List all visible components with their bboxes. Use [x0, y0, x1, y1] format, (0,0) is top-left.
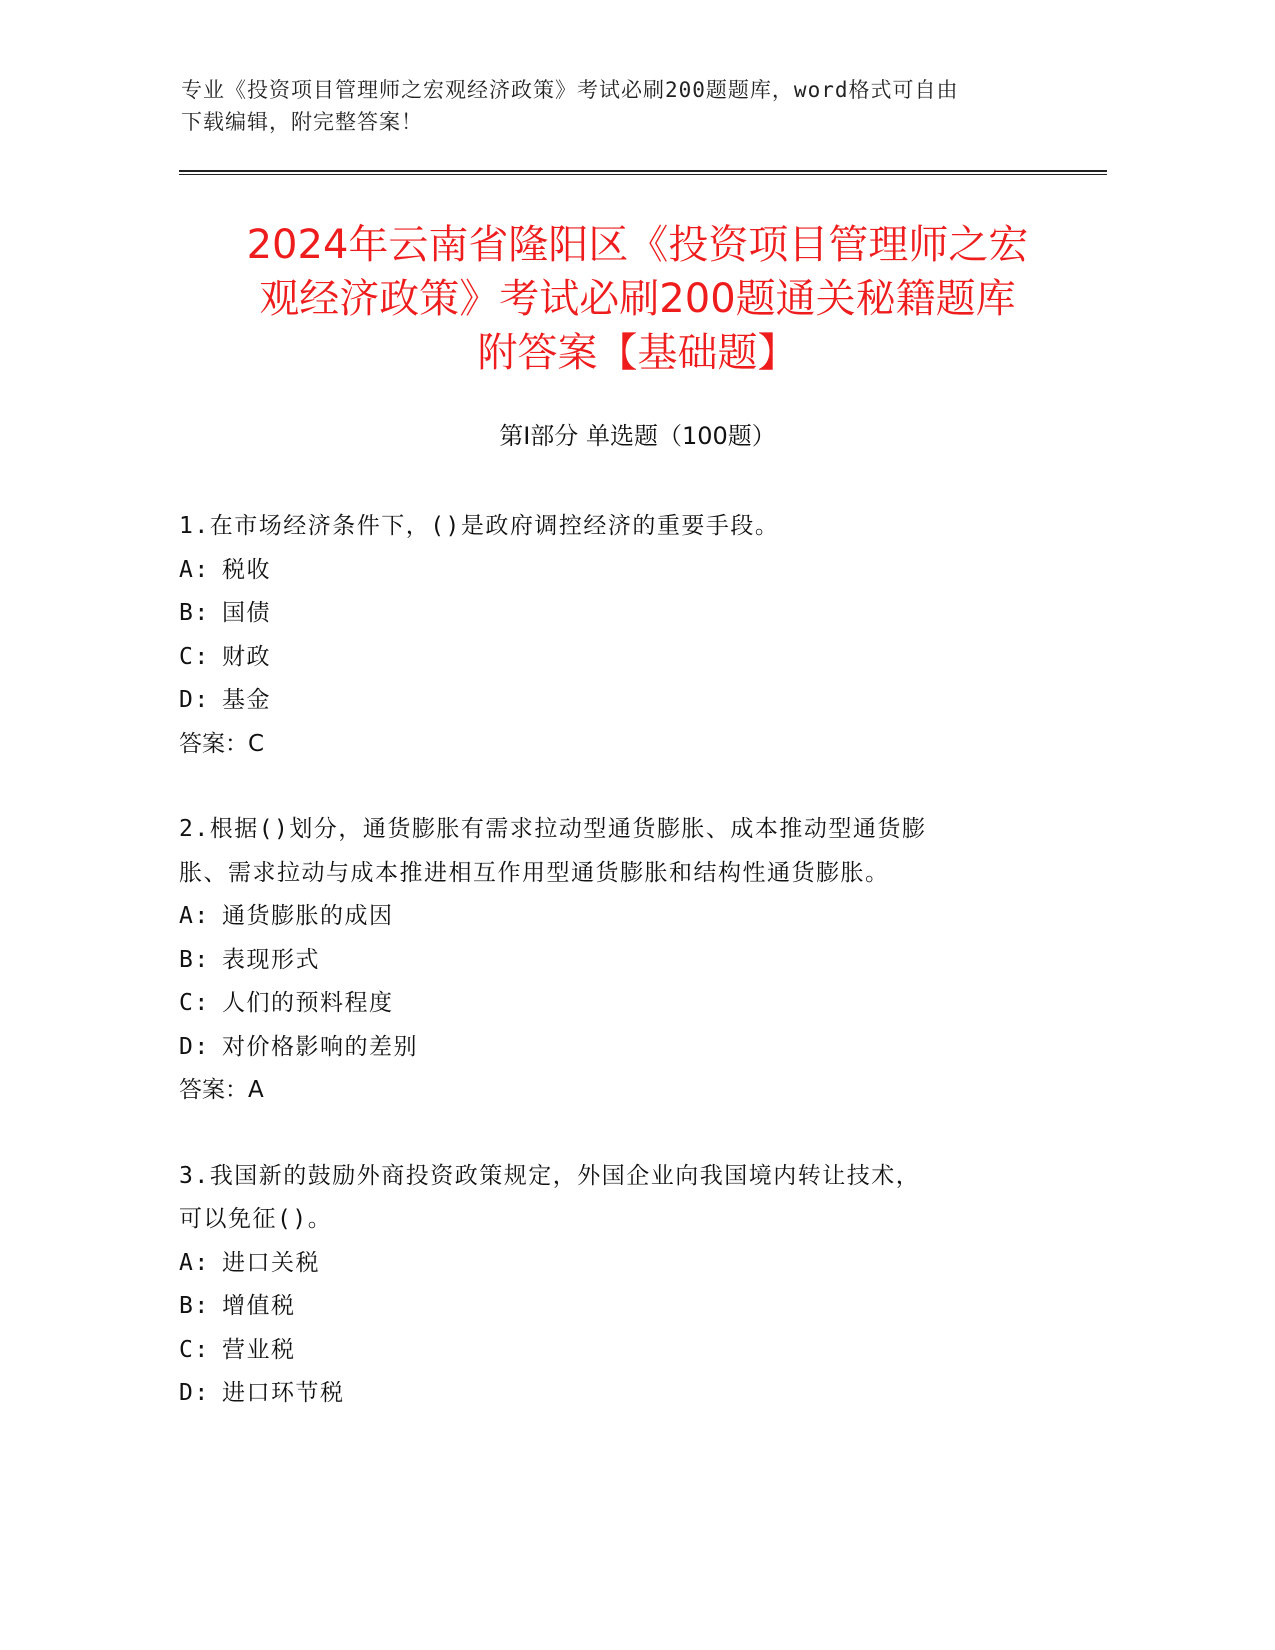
question-stem	[179, 808, 1039, 895]
option-text: 基金	[222, 687, 271, 713]
stem-line: 3.我国新的鼓励外商投资政策规定，外国企业向我国境内转让技术，	[179, 1162, 921, 1189]
header-note	[181, 74, 1041, 138]
header-divider	[179, 170, 1107, 175]
option-d	[179, 679, 1039, 723]
answer-line: 答案：C	[179, 730, 265, 757]
option-key: D:	[179, 687, 210, 713]
option-c	[179, 982, 1039, 1026]
question-1	[179, 505, 1039, 766]
option-key: D:	[179, 1380, 210, 1406]
option-text: 进口关税	[222, 1249, 320, 1276]
option-text: 对价格影响的差别	[222, 1033, 418, 1060]
option-text: 通货膨胀的成因	[222, 903, 394, 929]
document-title	[140, 218, 1135, 380]
option-key: C:	[179, 643, 210, 670]
option-text: 营业税	[222, 1336, 296, 1363]
header-note-line-1: 专业《投资项目管理师之宏观经济政策》考试必刷200题题库，word格式可自由	[181, 78, 959, 102]
option-text: 表现形式	[222, 946, 320, 973]
option-text: 财政	[222, 643, 271, 670]
title-line-2: 观经济政策》考试必刷200题通关秘籍题库	[259, 276, 1016, 322]
title-line-1: 2024年云南省隆阳区《投资项目管理师之宏	[246, 222, 1029, 268]
stem-line: 可以免征()。	[179, 1206, 333, 1232]
option-key: A:	[179, 556, 210, 583]
option-text: 增值税	[222, 1293, 296, 1319]
answer-line: 答案：A	[179, 1077, 264, 1103]
option-b	[179, 1285, 1039, 1329]
question-stem	[179, 505, 1039, 549]
option-c	[179, 636, 1039, 680]
option-key: A:	[179, 1249, 210, 1276]
option-key: A:	[179, 903, 210, 929]
option-key: C:	[179, 990, 210, 1016]
question-3	[179, 1155, 1039, 1416]
option-text: 进口环节税	[222, 1380, 345, 1406]
option-text: 国债	[222, 600, 271, 626]
option-a	[179, 1242, 1039, 1286]
stem-line: 胀、需求拉动与成本推进相互作用型通货膨胀和结构性通货膨胀。	[179, 859, 890, 886]
option-d	[179, 1372, 1039, 1416]
section-heading: 第Ⅰ部分 单选题（100题）	[499, 422, 776, 450]
option-b	[179, 592, 1039, 636]
option-a	[179, 549, 1039, 593]
option-b	[179, 939, 1039, 983]
option-c	[179, 1329, 1039, 1373]
stem-line: 1.在市场经济条件下，()是政府调控经济的重要手段。	[179, 513, 780, 539]
option-key: B:	[179, 946, 210, 973]
question-2	[179, 808, 1039, 1113]
title-line-3: 附答案【基础题】	[477, 330, 798, 376]
option-text: 税收	[222, 556, 271, 583]
stem-line: 2.根据()划分，通货膨胀有需求拉动型通货膨胀、成本推动型通货膨	[179, 816, 927, 842]
option-key: B:	[179, 1293, 210, 1319]
option-text: 人们的预料程度	[222, 990, 394, 1016]
option-key: D:	[179, 1033, 210, 1060]
option-key: C:	[179, 1336, 210, 1363]
question-stem	[179, 1155, 1039, 1242]
option-a	[179, 895, 1039, 939]
question-list	[179, 505, 1039, 1458]
header-note-line-2: 下载编辑，附完整答案！	[181, 110, 423, 134]
option-d	[179, 1026, 1039, 1070]
option-key: B:	[179, 600, 210, 626]
